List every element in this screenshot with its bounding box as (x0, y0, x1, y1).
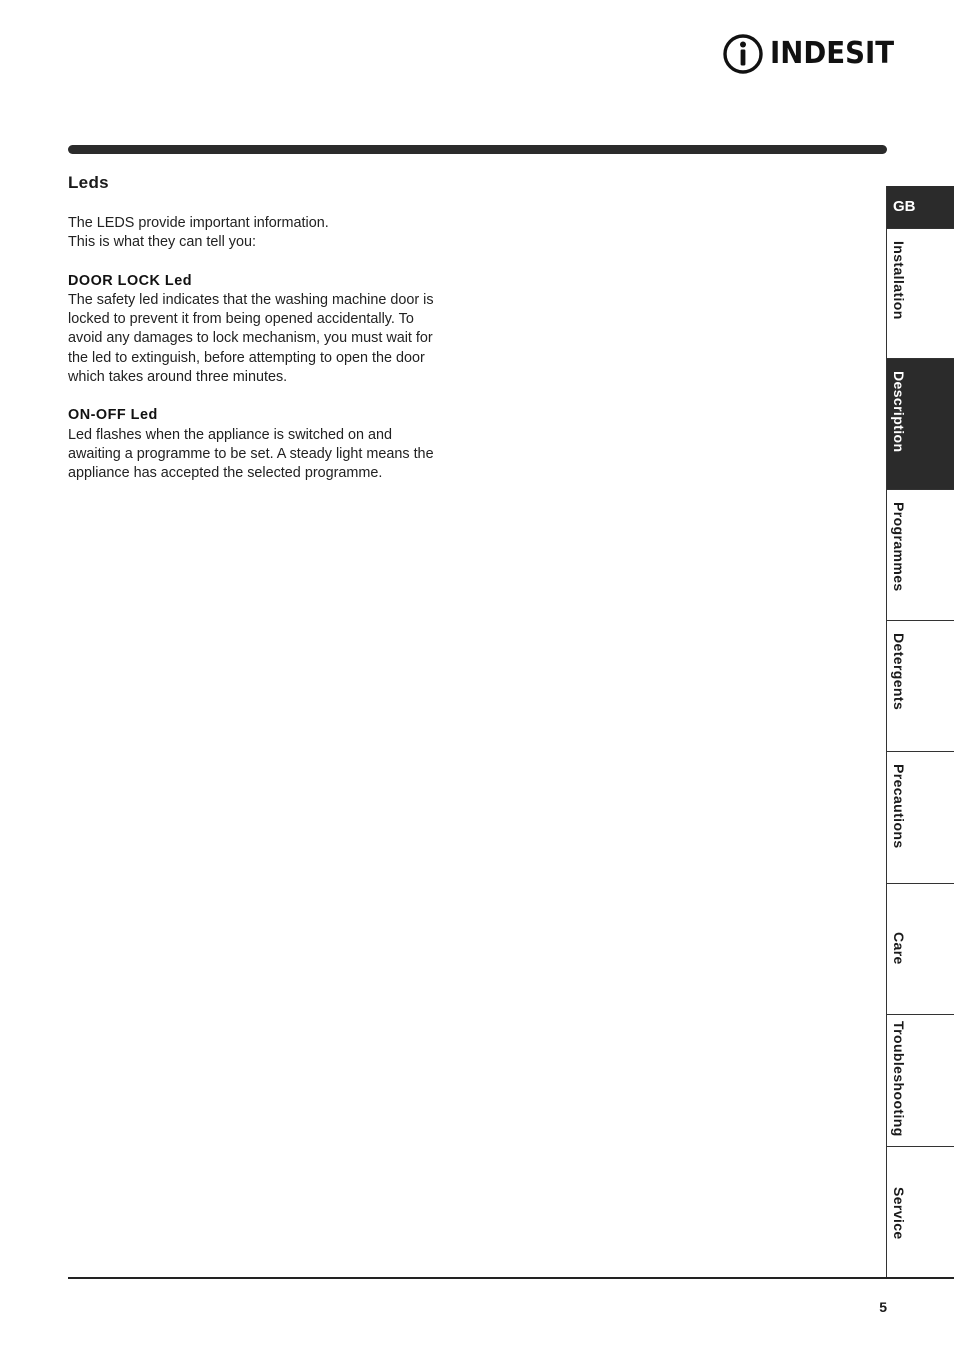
tab-label: Installation (891, 241, 907, 320)
tab-care[interactable] (887, 883, 954, 1014)
main-content (68, 170, 448, 503)
tab-label: Programmes (891, 502, 907, 592)
page-title: Leds (68, 173, 109, 192)
brand-name: INDESIT (770, 36, 895, 71)
indesit-logo-icon (722, 33, 764, 75)
tab-description[interactable] (887, 358, 954, 489)
tab-label: Service (891, 1187, 907, 1240)
page-number: 5 (879, 1299, 887, 1315)
tab-label: Detergents (891, 633, 907, 711)
tab-label: Description (891, 371, 907, 453)
tab-programmes[interactable] (887, 489, 954, 620)
intro-paragraph: The LEDS provide important information. This is what they can tell you: (68, 215, 329, 251)
section-sidebar (886, 186, 954, 1278)
indesit-logo (722, 32, 905, 76)
tab-label: Troubleshooting (891, 1021, 907, 1137)
tab-service[interactable] (887, 1146, 954, 1278)
language-tab[interactable]: GB (887, 186, 954, 228)
tab-troubleshooting[interactable] (887, 1014, 954, 1146)
tab-precautions[interactable] (887, 751, 954, 883)
tab-label: Care (891, 932, 907, 965)
on-off-heading: ON-OFF Led (68, 407, 158, 424)
door-lock-body: The safety led indicates that the washing machine door is locked to prevent it from being opened accidentally. To avoid any damages to lock mechanism, you must wait for the led to extinguish, before attempting to open the door which takes around three minutes. (68, 291, 434, 386)
footer-divider (68, 1277, 954, 1279)
header-divider (68, 145, 887, 154)
on-off-body: Led flashes when the appliance is switched on and awaiting a programme to be set. A steady light means the appliance has accepted the selected programme. (68, 426, 434, 482)
tab-installation[interactable] (887, 228, 954, 358)
door-lock-heading: DOOR LOCK Led (68, 272, 193, 289)
tab-label: Precautions (891, 764, 907, 849)
tab-detergents[interactable] (887, 620, 954, 751)
